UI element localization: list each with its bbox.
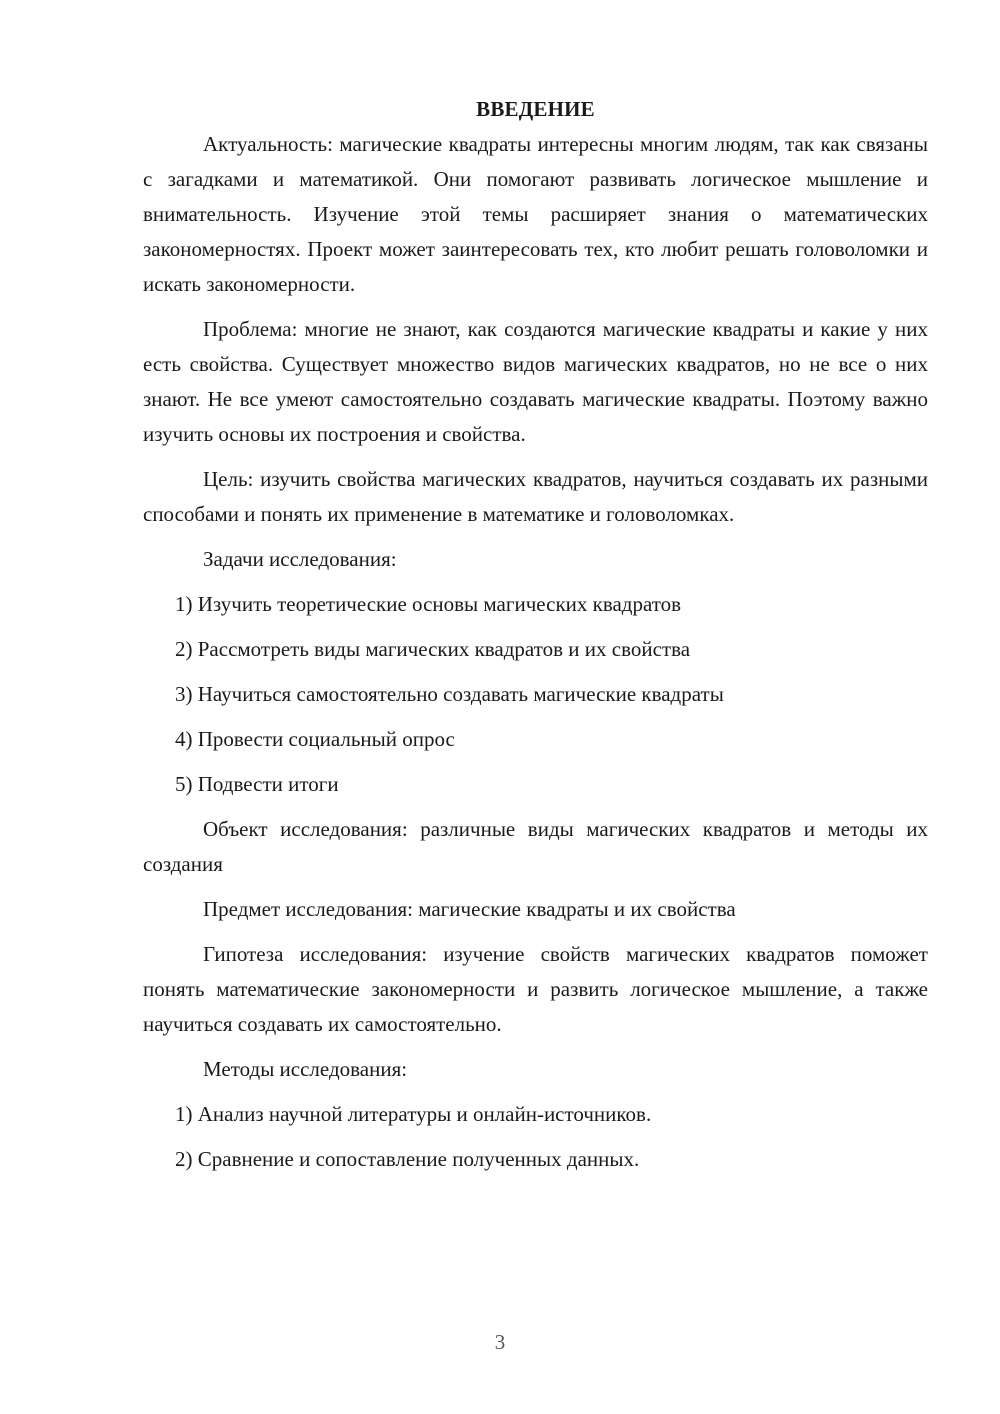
- hypothesis-paragraph: Гипотеза исследования: изучение свойств магических квадратов поможет понять математические закономерности и развить логическое мышление, а также научиться создавать их самостоятельно.: [143, 942, 928, 1036]
- tasks-list: [143, 587, 928, 802]
- object-paragraph: Объект исследования: различные виды магических квадратов и методы их создания: [143, 817, 928, 876]
- document-page: [143, 92, 928, 1187]
- methods-list: [143, 1097, 928, 1177]
- problem-paragraph: Проблема: многие не знают, как создаются магические квадраты и какие у них есть свойства. Существует множество видов магических квадратов, но не все о них знают. Не все умеют самостоятельно создавать магические квадраты. Поэтому важно изучить основы их построения и свойства.: [143, 317, 928, 446]
- methods-heading: Методы исследования:: [203, 1057, 408, 1081]
- list-item: 2) Сравнение и сопоставление полученных данных.: [175, 1147, 640, 1171]
- goal-paragraph: Цель: изучить свойства магических квадратов, научиться создавать их разными способами и понять их применение в математике и головоломках.: [143, 467, 928, 526]
- tasks-heading: Задачи исследования:: [203, 547, 397, 571]
- page-title: ВВЕДЕНИЕ: [476, 97, 595, 121]
- list-item: 5) Подвести итоги: [175, 772, 339, 796]
- page-number: 3: [494, 1330, 506, 1354]
- subject-paragraph: Предмет исследования: магические квадраты и их свойства: [203, 897, 736, 921]
- relevance-paragraph: Актуальность: магические квадраты интересны многим людям, так как связаны с загадками и математикой. Они помогают развивать логическое мышление и внимательность. Изучение этой темы расширяет знания о математических закономерностях. Проект может заинтересовать тех, кто любит решать головоломки и искать закономерности.: [143, 132, 928, 296]
- list-item: 4) Провести социальный опрос: [175, 727, 455, 751]
- list-item: 3) Научиться самостоятельно создавать магические квадраты: [175, 682, 724, 706]
- list-item: 1) Анализ научной литературы и онлайн-источников.: [175, 1102, 652, 1126]
- list-item: 1) Изучить теоретические основы магических квадратов: [175, 592, 682, 616]
- list-item: 2) Рассмотреть виды магических квадратов и их свойства: [175, 637, 691, 661]
